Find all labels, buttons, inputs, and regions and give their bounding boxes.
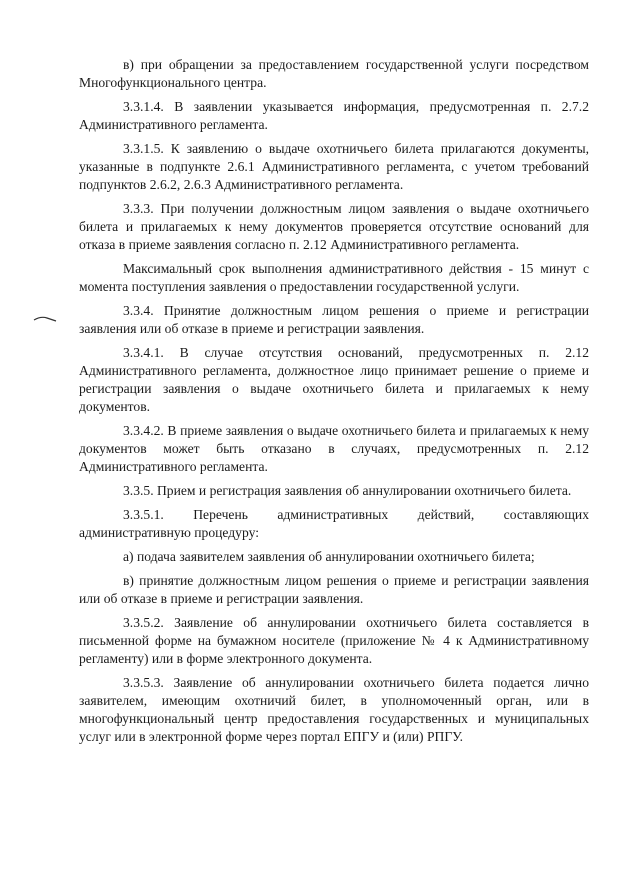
margin-mark-icon bbox=[33, 315, 57, 323]
document-body bbox=[79, 56, 589, 752]
paragraph-7: 3.3.4.1. В случае отсутствия оснований, предусмотренных п. 2.12 Административного регламента, должностное лицо принимает решение о приеме и регистрации заявления о выдаче охотничьего билета и прилагаемых к нему документов. bbox=[79, 345, 589, 414]
paragraph-6: 3.3.4. Принятие должностным лицом решения о приеме и регистрации заявления или об отказе в приеме и регистрации заявления. bbox=[79, 303, 589, 336]
paragraph-13: 3.3.5.2. Заявление об аннулировании охотничьего билета составляется в письменной форме на бумажном носителе (приложение № 4 к Административному регламенту) или в форме электронного документа. bbox=[79, 615, 589, 666]
paragraph-3: 3.3.1.5. К заявлению о выдаче охотничьего билета прилагаются документы, указанные в подпункте 2.6.1 Административного регламента, с учетом требований подпунктов 2.6.2, 2.6.3 Административного регламента. bbox=[79, 141, 589, 192]
paragraph-8: 3.3.4.2. В приеме заявления о выдаче охотничьего билета и прилагаемых к нему документов может быть отказано в случаях, предусмотренных п. 2.12 Административного регламента. bbox=[79, 423, 589, 474]
paragraph-5: Максимальный срок выполнения административного действия - 15 минут с момента поступления заявления о предоставлении государственной услуги. bbox=[79, 261, 589, 294]
paragraph-1: в) при обращении за предоставлением государственной услуги посредством Многофункционального центра. bbox=[79, 57, 589, 90]
paragraph-11: а) подача заявителем заявления об аннулировании охотничьего билета; bbox=[123, 549, 535, 564]
paragraph-10: 3.3.5.1. Перечень административных действий, составляющих административную процедуру: bbox=[79, 507, 589, 540]
paragraph-14: 3.3.5.3. Заявление об аннулировании охотничьего билета подается лично заявителем, имеющим охотничий билет, в уполномоченный орган, или в многофункциональный центр предоставления государственных и муниципальных услуг или в электронной форме через портал ЕПГУ и (или) РПГУ. bbox=[79, 675, 589, 744]
paragraph-12: в) принятие должностным лицом решения о приеме и регистрации заявления или об отказе в приеме и регистрации заявления. bbox=[79, 573, 589, 606]
paragraph-9: 3.3.5. Прием и регистрация заявления об аннулировании охотничьего билета. bbox=[123, 483, 572, 498]
paragraph-4: 3.3.3. При получении должностным лицом заявления о выдаче охотничьего билета и прилагаемых к нему документов проверяется отсутствие оснований для отказа в приеме заявления согласно п. 2.12 Административного регламента. bbox=[79, 201, 589, 252]
paragraph-2: 3.3.1.4. В заявлении указывается информация, предусмотренная п. 2.7.2 Административного регламента. bbox=[79, 99, 589, 132]
